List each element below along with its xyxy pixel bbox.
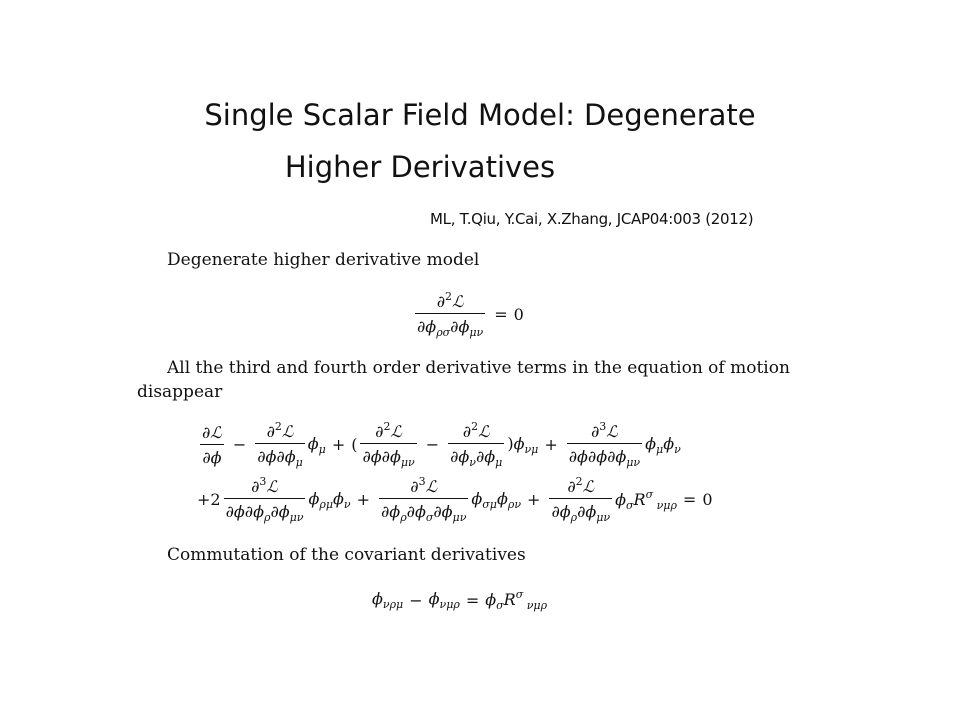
citation: ML, T.Qiu, Y.Cai, X.Zhang, JCAP04:003 (2012) [430,210,754,228]
equation-commutation: $\phi_{\nu\rho\mu}$ − $\phi_{\nu\mu\rho}$ = $\phi_\sigma R^\sigma$ $_{\nu\mu\rho}$ [372,588,548,612]
slide-title-line2: Higher Derivatives [284,150,556,184]
slide-title-line1: Single Scalar Field Model: Degenerate [204,98,756,132]
equation-motion-line1: $\frac{\text{∂ℒ}}{\partial\phi}$ − $\frac{\partial^2ℒ}{\partial\phi\partial\phi_\mu}$ $\phi_\mu$ + ( $\frac{\partial^2ℒ}{\partial\phi\partial\phi_{\mu\nu}}$ − $\frac{\partial^2ℒ}{\partial\phi_\nu\partial\phi_\mu}$ )$\phi_{\nu\mu}$ + $\frac{\partial^3ℒ}{\partial\phi\partial\phi\partial\phi_{\mu\nu}}$ $\phi_\mu\phi_\nu$ [202,420,681,469]
paragraph-derivative-terms-cont: disappear [137,382,223,402]
equation-degeneracy-condition: $\frac{\partial^2ℒ}{\partial\phi_{\rho\sigma}\partial\phi_{\mu\nu}}$ = 0 [417,290,524,339]
equation-motion-line2: +2 $\frac{\partial^3ℒ}{\partial\phi\partial\phi_\rho\partial\phi_{\mu\nu}}$ $\phi_{\rho\mu}\phi_\nu$ + $\frac{\partial^3ℒ}{\partial\phi_\rho\partial\phi_\sigma\partial\phi_{\mu\nu}}$ $\phi_{\sigma\mu}\phi_{\rho\nu}$ + $\frac{\partial^2ℒ}{\partial\phi_\rho\partial\phi_{\mu\nu}}$ $\phi_\sigma R^\sigma$ $_{\nu\mu\rho}$ = 0 [197,475,713,524]
paragraph-degenerate-model: Degenerate higher derivative model [167,250,480,270]
paragraph-derivative-terms: All the third and fourth order derivative terms in the equation of motion [167,358,790,378]
paragraph-commutation: Commutation of the covariant derivatives [167,545,526,565]
